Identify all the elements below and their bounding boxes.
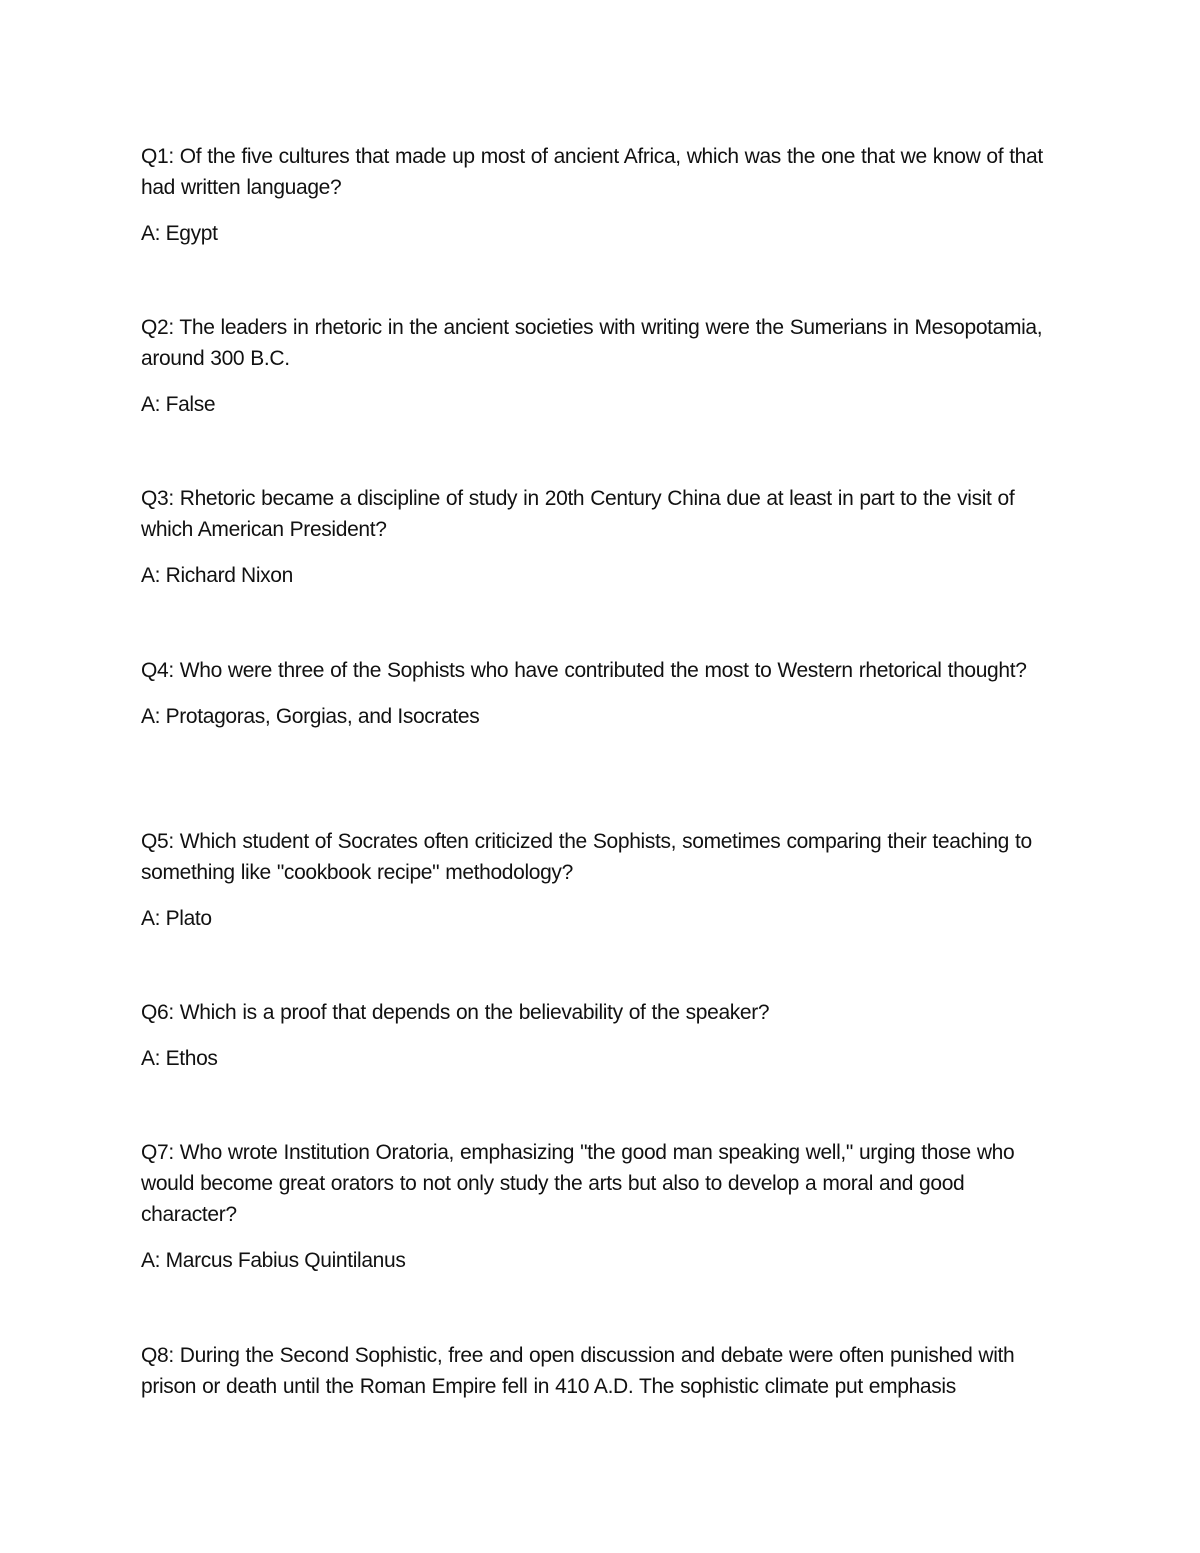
answer-5: A: Plato — [141, 907, 212, 930]
answer-6: A: Ethos — [141, 1047, 218, 1070]
question-5: Q5: Which student of Socrates often criticized the Sophists, sometimes comparing their teaching to something like "cookbook recipe" methodology? — [141, 830, 1032, 884]
answer-2: A: False — [141, 393, 216, 416]
qa-item-1 — [141, 141, 1061, 249]
qa-item-2 — [141, 312, 1061, 420]
qa-item-6 — [141, 997, 1061, 1074]
question-8: Q8: During the Second Sophistic, free and open discussion and debate were often punished with prison or death until the Roman Empire fell in 410 A.D. The sophistic climate put emphasis — [141, 1344, 1015, 1398]
question-3: Q3: Rhetoric became a discipline of study in 20th Century China due at least in part to the visit of which American President? — [141, 487, 1015, 541]
question-2: Q2: The leaders in rhetoric in the ancient societies with writing were the Sumerians in Mesopotamia, around 300 B.C. — [141, 316, 1043, 370]
qa-item-7 — [141, 1137, 1061, 1276]
qa-item-8 — [141, 1340, 1061, 1402]
qa-item-4 — [141, 655, 1061, 732]
answer-7: A: Marcus Fabius Quintilanus — [141, 1249, 406, 1272]
question-7: Q7: Who wrote Institution Oratoria, emphasizing "the good man speaking well," urging those who would become great orators to not only study the arts but also to develop a moral and good character? — [141, 1141, 1015, 1226]
qa-item-3 — [141, 483, 1061, 591]
answer-4: A: Protagoras, Gorgias, and Isocrates — [141, 705, 480, 728]
qa-item-5 — [141, 826, 1061, 934]
answer-1: A: Egypt — [141, 222, 218, 245]
answer-3: A: Richard Nixon — [141, 564, 293, 587]
question-1: Q1: Of the five cultures that made up most of ancient Africa, which was the one that we know of that had written language? — [141, 145, 1043, 199]
question-4: Q4: Who were three of the Sophists who have contributed the most to Western rhetorical thought? — [141, 659, 1027, 682]
question-6: Q6: Which is a proof that depends on the believability of the speaker? — [141, 1001, 770, 1024]
